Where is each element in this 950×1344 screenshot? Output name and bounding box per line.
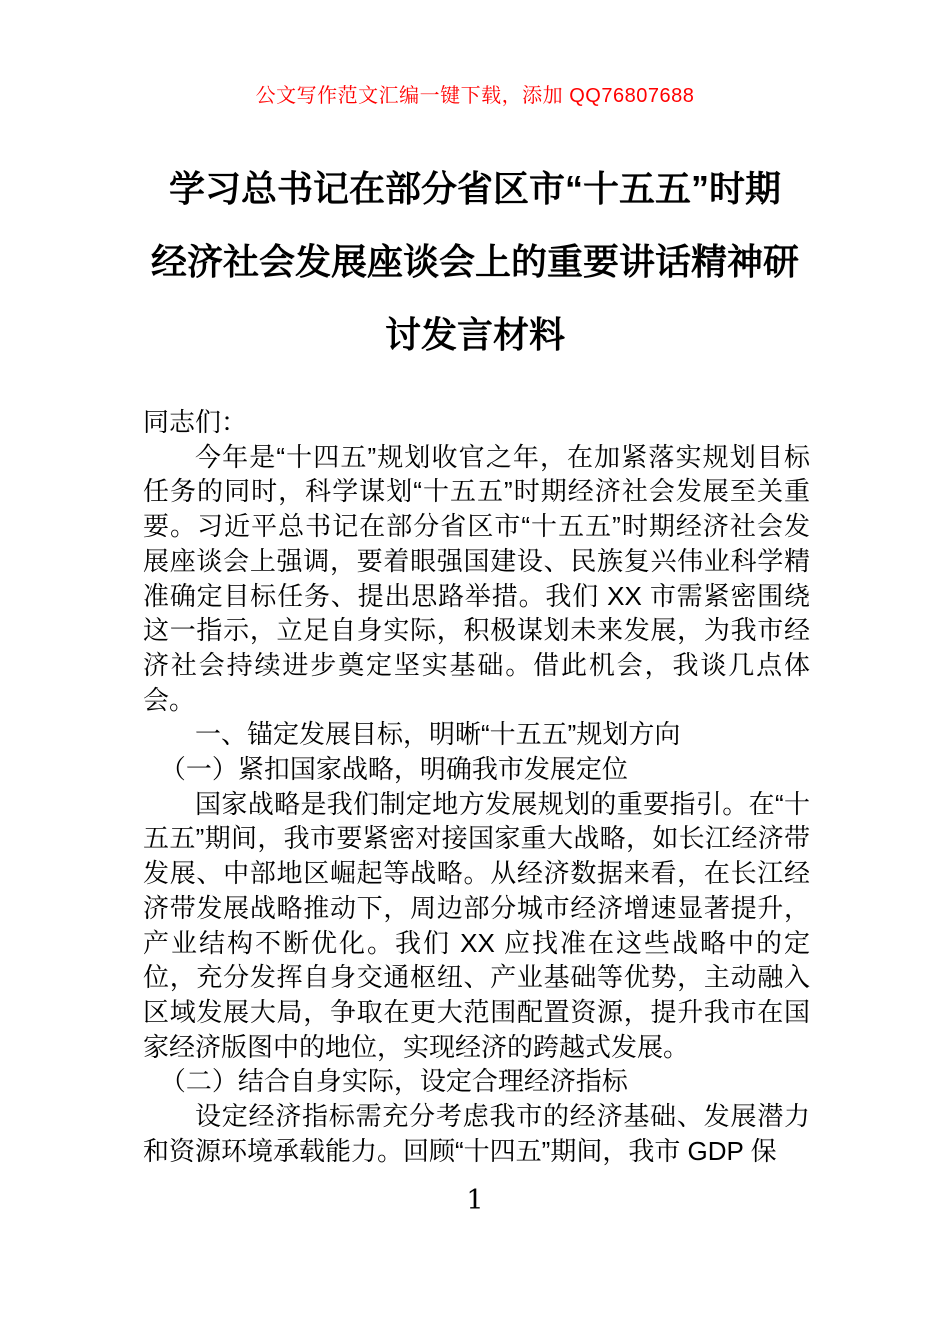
document-title-line-2: 经济社会发展座谈会上的重要讲话精神研 [150,241,799,282]
paragraph-intro: 今年是“十四五”规划收官之年，在加紧落实规划目标任务的同时，科学谋划“十五五”时期经济社会发展至关重要。习近平总书记在部分省区市“十五五”时期经济社会发展座谈会上强调，要着眼强国建设、民族复兴伟业科学精准确定目标任务、提出思路举措。我们 XX 市需紧密围绕这一指示，立足自身实际，积极谋划未来发展，为我市经济社会持续进步奠定坚实基础。借此机会，我谈几点体会。 [143,441,810,715]
document-title-line-1: 学习总书记在部分省区市“十五五”时期 [168,168,781,209]
document-title [0,152,950,371]
heading-subsection-1-1: （一）紧扣国家战略，明确我市发展定位 [159,754,628,785]
heading-section-1: 一、锚定发展目标，明晰“十五五”规划方向 [195,719,681,750]
document-title-line-3: 讨发言材料 [384,314,565,355]
document-body [143,405,810,1168]
page-number: 1 [466,1185,484,1216]
paragraph-economic-indicators: 设定经济指标需充分考虑我市的经济基础、发展潜力和资源环境承载能力。回顾“十四五”期间，我市 GDP 保 [143,1101,810,1166]
paragraph-national-strategy: 国家战略是我们制定地方发展规划的重要指引。在“十五五”期间，我市要紧密对接国家重大战略，如长江经济带发展、中部地区崛起等战略。从经济数据来看，在长江经济带发展战略推动下，周边部分城市经济增速显著提升，产业结构不断优化。我们 XX 应找准在这些战略中的定位，充分发挥自身交通枢纽、产业基础等优势，主动融入区域发展大局，争取在更大范围配置资源，提升我市在国家经济版图中的地位，实现经济的跨越式发展。 [143,788,810,1062]
salutation: 同志们： [143,407,248,437]
heading-subsection-1-2: （二）结合自身实际，设定合理经济指标 [159,1066,628,1097]
header-ad-notice: 公文写作范文汇编一键下载，添加 QQ76807688 [255,85,695,107]
